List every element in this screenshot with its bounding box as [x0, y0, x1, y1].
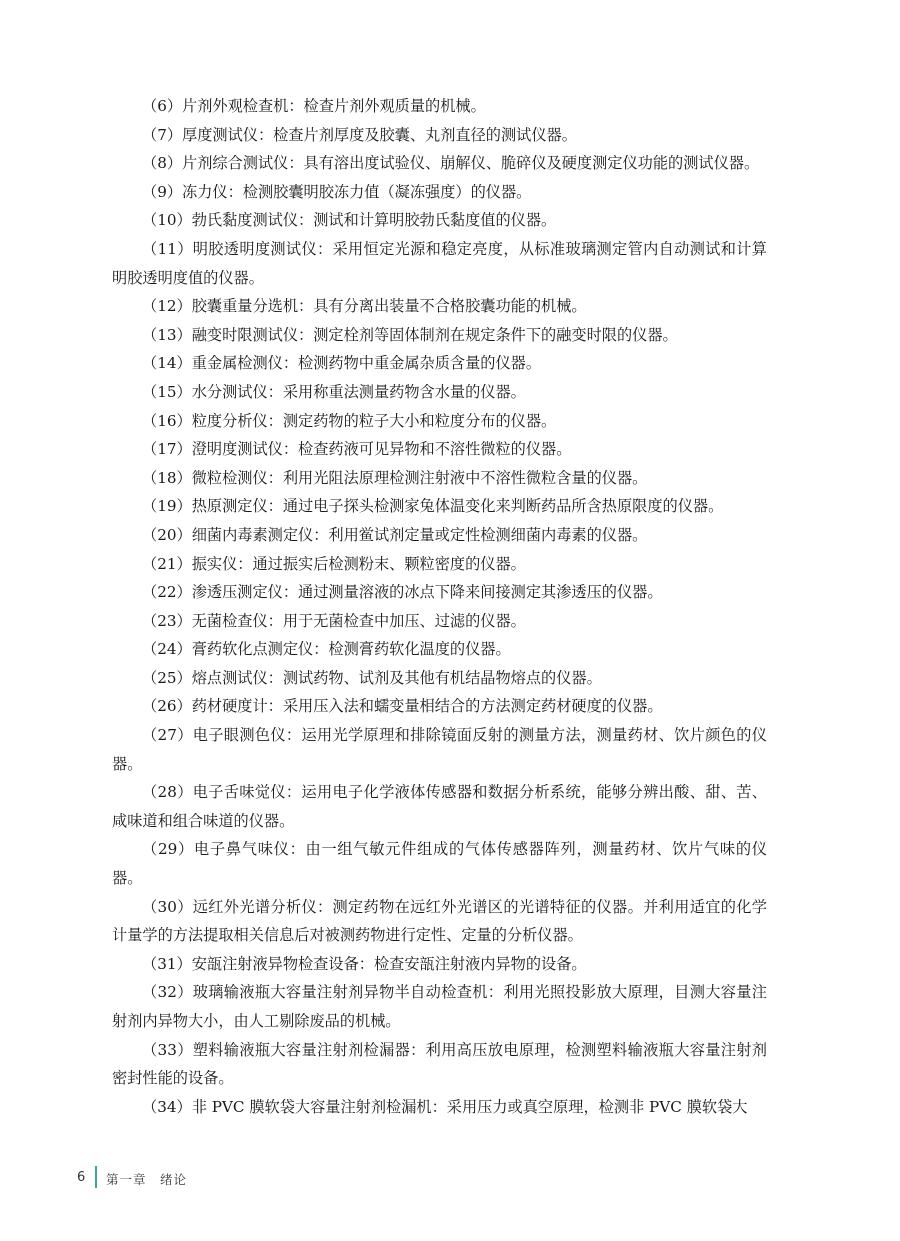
paragraph: （19）热原测定仪：通过电子探头检测家兔体温变化来判断药品所含热原限度的仪器。 — [142, 497, 724, 516]
page-body — [112, 92, 767, 1121]
paragraph: （20）细菌内毒素测定仪：利用鲎试剂定量或定性检测细菌内毒素的仪器。 — [142, 525, 648, 544]
paragraph: （32）玻璃输液瓶大容量注射剂异物半自动检查机：利用光照投影放大原理，目测大容量注射剂内异物大小，由人工剔除废品的机械。 — [112, 983, 767, 1030]
page-footer — [0, 1160, 900, 1200]
paragraph: （6）片剂外观检查机：检查片剂外观质量的机械。 — [142, 97, 486, 115]
paragraph: （34）非 PVC 膜软袋大容量注射剂检漏机：采用压力或真空原理，检测非 PVC 膜软袋大 — [142, 1097, 748, 1116]
paragraph: （7）厚度测试仪：检查片剂厚度及胶囊、丸剂直径的测试仪器。 — [142, 125, 577, 144]
footer-divider — [95, 1166, 97, 1188]
paragraph: （8）片剂综合测试仪：具有溶出度试验仪、崩解仪、脆碎仪及硬度测定仪功能的测试仪器。 — [142, 154, 760, 173]
paragraph: （18）微粒检测仪：利用光阻法原理检测注射液中不溶性微粒含量的仪器。 — [142, 468, 648, 487]
paragraph: （9）冻力仪：检测胶囊明胶冻力值（凝冻强度）的仪器。 — [142, 182, 532, 201]
paragraph: （16）粒度分析仪：测定药物的粒子大小和粒度分布的仪器。 — [142, 411, 557, 430]
paragraph: （29）电子鼻气味仪：由一组气敏元件组成的气体传感器阵列，测量药材、饮片气味的仪器。 — [112, 840, 767, 888]
paragraph: （22）渗透压测定仪：通过测量溶液的冰点下降来间接测定其渗透压的仪器。 — [142, 583, 663, 602]
paragraph: （23）无菌检查仪：用于无菌检查中加压、过滤的仪器。 — [142, 611, 526, 630]
paragraph: （25）熔点测试仪：测试药物、试剂及其他有机结晶物熔点的仪器。 — [142, 668, 602, 687]
paragraph: （28）电子舌味觉仪：运用电子化学液体传感器和数据分析系统，能够分辨出酸、甜、苦、咸味道和组合味道的仪器。 — [112, 783, 767, 830]
page-number: 6 — [77, 1170, 86, 1185]
paragraph: （11）明胶透明度测试仪：采用恒定光源和稳定亮度，从标准玻璃测定管内自动测试和计算明胶透明度值的仪器。 — [112, 239, 767, 287]
paragraph: （26）药材硬度计：采用压入法和蠕变量相结合的方法测定药材硬度的仪器。 — [142, 697, 663, 716]
paragraph: （10）勃氏黏度测试仪：测试和计算明胶勃氏黏度值的仪器。 — [142, 211, 557, 230]
paragraph: （21）振实仪：通过振实后检测粉末、颗粒密度的仪器。 — [142, 554, 526, 573]
paragraph: （17）澄明度测试仪：检查药液可见异物和不溶性微粒的仪器。 — [142, 440, 572, 459]
paragraph: （14）重金属检测仪：检测药物中重金属杂质含量的仪器。 — [142, 354, 542, 373]
paragraph: （31）安瓿注射液异物检查设备：检查安瓿注射液内异物的设备。 — [142, 954, 587, 973]
paragraph: （24）膏药软化点测定仪：检测膏药软化温度的仪器。 — [142, 640, 511, 659]
paragraph: （27）电子眼测色仪：运用光学原理和排除镜面反射的测量方法，测量药材、饮片颜色的仪器。 — [112, 726, 767, 773]
paragraph: （15）水分测试仪：采用称重法测量药物含水量的仪器。 — [142, 382, 526, 401]
chapter-title: 第一章 绪论 — [106, 1172, 188, 1187]
paragraph: （30）远红外光谱分析仪：测定药物在远红外光谱区的光谱特征的仪器。并利用适宜的化学计量学的方法提取相关信息后对被测药物进行定性、定量的分析仪器。 — [112, 897, 767, 945]
paragraph: （13）融变时限测试仪：测定栓剂等固体制剂在规定条件下的融变时限的仪器。 — [142, 325, 678, 344]
paragraph: （33）塑料输液瓶大容量注射剂检漏器：利用高压放电原理，检测塑料输液瓶大容量注射剂密封性能的设备。 — [112, 1040, 767, 1088]
paragraph: （12）胶囊重量分选机：具有分离出装量不合格胶囊功能的机械。 — [142, 297, 587, 316]
